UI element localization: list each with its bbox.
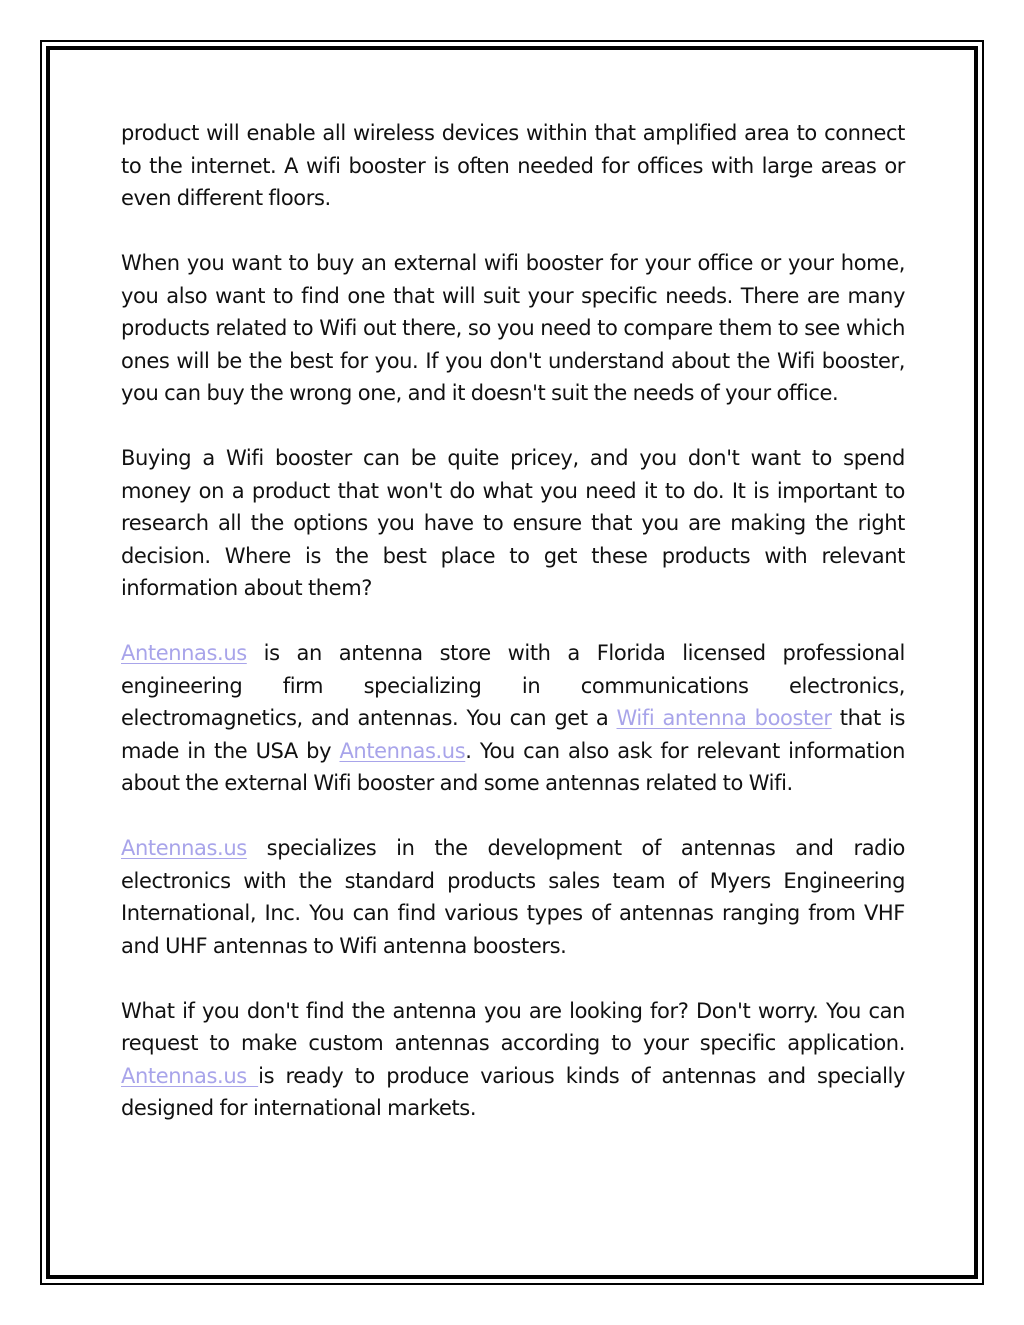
paragraph-4-text-2: that is made in the USA by bbox=[121, 706, 905, 763]
paragraph-5-text-1: specializes in the development of antennas and radio electronics with the standard products sales team of Myers Engineering International, Inc. You can find various types of antennas ranging from VHF and UHF antennas to Wifi antenna boosters. bbox=[121, 836, 905, 958]
antennas-us-link[interactable]: Antennas.us bbox=[121, 836, 247, 860]
paragraph-5 bbox=[121, 832, 905, 962]
document-body bbox=[121, 117, 905, 1125]
paragraph-4-text-1: is an antenna store with a Florida licensed professional engineering firm specializing in communications electronics, electromagnetics, and antennas. You can get a bbox=[121, 641, 905, 730]
paragraph-1: product will enable all wireless devices within that amplified area to connect to the internet. A wifi booster is often needed for offices with large areas or even different floors. bbox=[121, 121, 905, 210]
paragraph-4 bbox=[121, 637, 905, 800]
antennas-us-link[interactable]: Antennas.us bbox=[339, 738, 466, 763]
antennas-us-link[interactable]: Antennas.us bbox=[121, 641, 247, 665]
paragraph-2: When you want to buy an external wifi booster for your office or your home, you also want to find one that will suit your specific needs. There are many products related to Wifi out there, so you need to compare them to see which ones will be the best for you. If you don't understand about the Wifi booster, you can buy the wrong one, and it doesn't suit the needs of your office. bbox=[121, 251, 905, 405]
paragraph-6-text-1: What if you don't find the antenna you are looking for? Don't worry. You can request to make custom antennas according to your specific application. bbox=[121, 998, 905, 1055]
paragraph-3: Buying a Wifi booster can be quite pricey, and you don't want to spend money on a product that won't do what you need it to do. It is important to research all the options you have to ensure that you are making the right decision. Where is the best place to get these products with relevant information about them? bbox=[121, 446, 905, 600]
wifi-antenna-booster-link[interactable]: Wifi antenna booster bbox=[616, 706, 832, 730]
paragraph-6-text-2: is ready to produce various kinds of antennas and specially designed for international markets. bbox=[121, 1063, 905, 1120]
paragraph-6 bbox=[121, 995, 905, 1125]
paragraph-4-text-3: . You can also ask for relevant information about the external Wifi booster and some antennas related to Wifi. bbox=[121, 738, 905, 795]
antennas-us-link[interactable]: Antennas.us bbox=[121, 1063, 259, 1088]
